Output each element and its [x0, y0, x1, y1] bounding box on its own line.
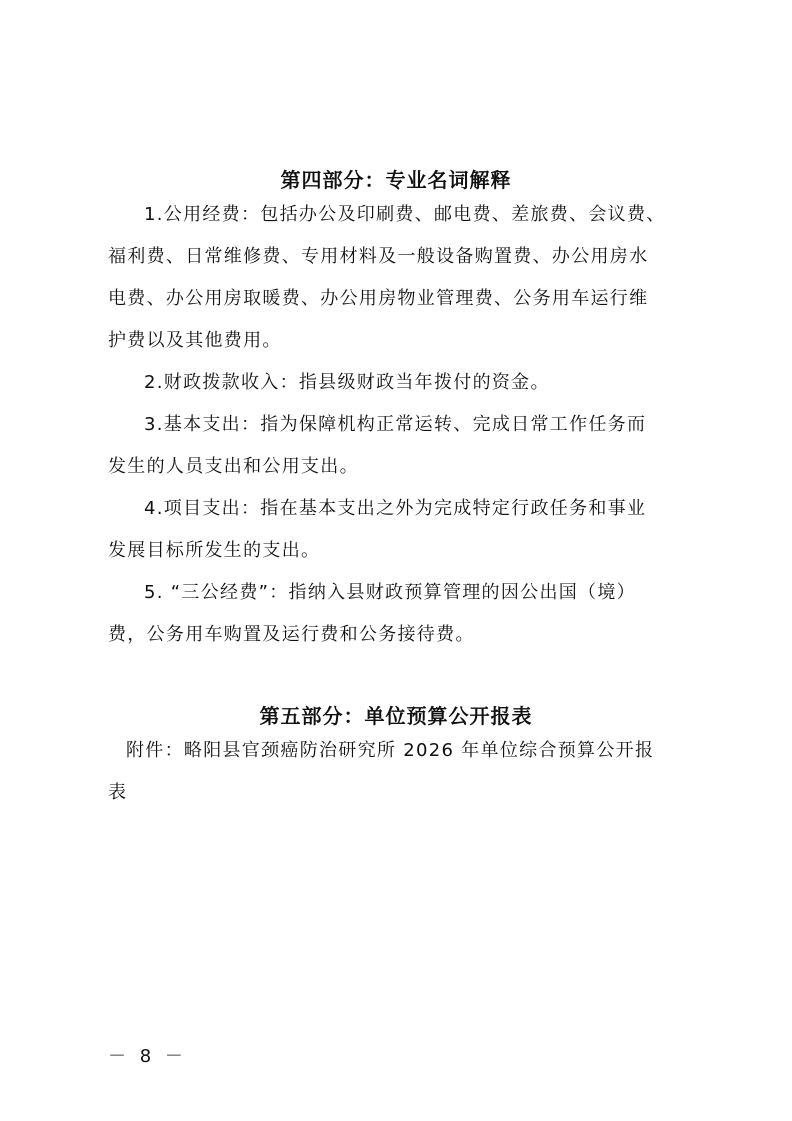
term-item-1: [108, 194, 696, 362]
term-line: 福利费、日常维修费、专用材料及一般设备购置费、办公用房水: [108, 246, 649, 267]
term-line: 5. “三公经费”：指纳入县财政预算管理的因公出国（境）: [144, 582, 636, 603]
section4-heading: 第四部分：专业名词解释: [280, 168, 512, 192]
attachment-note: [108, 730, 696, 814]
term-line: 2.财政拨款收入：指县级财政当年拨付的资金。: [144, 372, 550, 393]
term-item-5: [108, 572, 696, 656]
page-number: － 8 －: [108, 1046, 187, 1067]
attachment-line: 表: [108, 782, 128, 803]
term-line: 发生的人员支出和公用支出。: [108, 456, 359, 477]
attachment-line: 附件：略阳县官颈癌防治研究所 2026 年单位综合预算公开报: [126, 740, 655, 761]
term-line: 发展目标所发生的支出。: [108, 540, 321, 561]
term-line: 4.项目支出：指在基本支出之外为完成特定行政任务和事业: [144, 498, 647, 519]
term-line: 护费以及其他费用。: [108, 330, 282, 351]
term-line: 费，公务用车购置及运行费和公务接待费。: [108, 624, 475, 645]
term-item-3: [108, 404, 696, 488]
term-line: 1.公用经费：包括办公及印刷费、邮电费、差旅费、会议费、: [144, 204, 666, 225]
term-item-4: [108, 488, 696, 572]
section5-heading: 第五部分：单位预算公开报表: [259, 704, 533, 728]
term-line: 电费、办公用房取暖费、办公用房物业管理费、公务用车运行维: [108, 288, 649, 309]
term-item-2: [108, 362, 696, 404]
term-line: 3.基本支出：指为保障机构正常运转、完成日常工作任务而: [144, 414, 647, 435]
